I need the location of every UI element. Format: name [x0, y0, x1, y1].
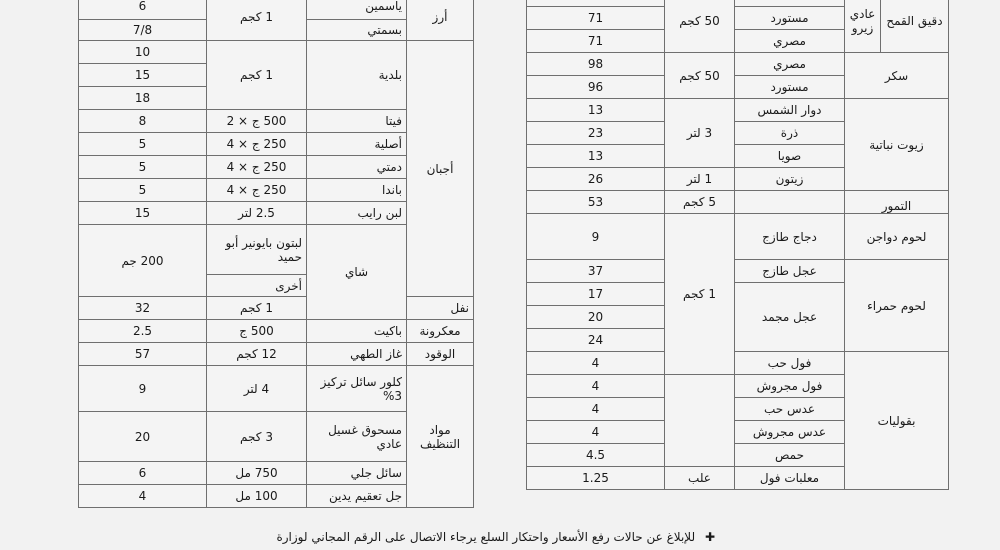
item-name: أخرى [207, 275, 307, 297]
item-name: مسحوق غسيل عادي [307, 412, 407, 462]
item-name: بسمتي [307, 20, 407, 41]
item-name: عجل طازج [735, 260, 845, 283]
category-cell: بقوليات [845, 352, 949, 490]
category-cell: دقيق القمح [881, 0, 949, 53]
unit-cell: 12 كجم [207, 343, 307, 366]
item-name [735, 191, 845, 214]
left-price-table [78, 0, 474, 508]
category-cell: الوقود [407, 343, 474, 366]
item-name: ياسمين [307, 0, 407, 20]
unit-cell: 3 لتر [665, 99, 735, 168]
category-cell: معكرونة [407, 320, 474, 343]
price-cell: 4 [527, 398, 665, 421]
item-name: سائل جلي [307, 462, 407, 485]
price-cell: 5 [79, 179, 207, 202]
unit-cell: 1 كجم [207, 297, 307, 320]
item-name: عدس حب [735, 398, 845, 421]
item-name: ذرة [735, 122, 845, 145]
price-cell: 20 [79, 412, 207, 462]
unit-cell [665, 375, 735, 467]
unit-cell: 5 كجم [665, 191, 735, 214]
unit-cell: 750 مل [207, 462, 307, 485]
price-cell: 4 [527, 375, 665, 398]
price-cell: 6 [79, 0, 207, 20]
item-name: غاز الطهي [307, 343, 407, 366]
item-name: معلبات فول [735, 467, 845, 490]
unit-cell: 50 كجم [665, 53, 735, 99]
price-cell: 32 [79, 297, 207, 320]
unit-cell: 250 ج × 4 [207, 179, 307, 202]
item-name: جل تعقيم يدين [307, 485, 407, 508]
unit-cell: 500 ج × 2 [207, 110, 307, 133]
unit-cell: 200 جم [79, 225, 207, 297]
category-cell: أجبان [407, 41, 474, 297]
item-name: حمص [735, 444, 845, 467]
unit-cell: 3 كجم [207, 412, 307, 462]
price-cell: 71 [527, 30, 665, 53]
item-name: فيتا [307, 110, 407, 133]
price-cell: 18 [79, 87, 207, 110]
price-cell: 6 [79, 462, 207, 485]
item-name: مصري [735, 53, 845, 76]
price-cell: 9 [527, 214, 665, 260]
price-cell: 4.5 [527, 444, 665, 467]
price-cell: 15 [79, 202, 207, 225]
unit-cell: 1 كجم [207, 0, 307, 41]
item-name: عجل مجمد [735, 283, 845, 352]
item-name: مستورد [735, 76, 845, 99]
price-cell: 20 [527, 306, 665, 329]
footer-note [276, 530, 715, 544]
price-cell: 13 [527, 99, 665, 122]
item-name: نفل [407, 297, 474, 320]
price-cell: 13 [527, 145, 665, 168]
price-cell: 53 [527, 191, 665, 214]
plus-bullet-icon: ✚ [704, 530, 715, 544]
price-cell: 4 [527, 352, 665, 375]
unit-cell: 1 كجم [207, 41, 307, 110]
item-name: مستورد [735, 7, 845, 30]
unit-cell: 250 ج × 4 [207, 156, 307, 179]
category-cell: التمور [845, 191, 949, 214]
unit-cell: 1 كجم [665, 214, 735, 375]
price-cell: 4 [79, 485, 207, 508]
item-name: عدس مجروش [735, 421, 845, 444]
subcategory-cell: عادي زيرو [845, 0, 881, 53]
unit-cell: 500 ج [207, 320, 307, 343]
price-cell: 2.5 [79, 320, 207, 343]
category-cell: لحوم دواجن [845, 214, 949, 260]
item-name: فول حب [735, 352, 845, 375]
item-name: لبن رايب [307, 202, 407, 225]
price-cell: 26 [527, 168, 665, 191]
price-cell: 8 [79, 110, 207, 133]
item-name: باكيت [307, 320, 407, 343]
price-cell: 57 [79, 343, 207, 366]
right-price-table [526, 0, 949, 490]
item-name: دجاج طازج [735, 214, 845, 260]
price-cell: 10 [79, 41, 207, 64]
item-name: فول مجروش [735, 375, 845, 398]
category-cell: سكر [845, 53, 949, 99]
item-name: مصري [735, 30, 845, 53]
unit-cell: 100 مل [207, 485, 307, 508]
category-cell: زيوت نباتية [845, 99, 949, 191]
price-cell: 23 [527, 122, 665, 145]
category-cell: مواد التنظيف [407, 366, 474, 508]
category-cell: شاي [307, 225, 407, 320]
unit-cell: 250 ج × 4 [207, 133, 307, 156]
unit-cell: 4 لتر [207, 366, 307, 412]
item-name: باندا [307, 179, 407, 202]
item-name: بلدية [307, 41, 407, 110]
footer-text: للإبلاغ عن حالات رفع الأسعار واحتكار السلع يرجاء الاتصال على الرقم المجاني لوزارة [276, 530, 696, 544]
unit-cell: علب [665, 467, 735, 490]
price-cell: 4 [527, 421, 665, 444]
item-name: زيتون [735, 168, 845, 191]
unit-cell: 50 كجم [665, 0, 735, 53]
item-name: صويا [735, 145, 845, 168]
price-cell: 1.25 [527, 467, 665, 490]
price-cell: 17 [527, 283, 665, 306]
item-name: أصلية [307, 133, 407, 156]
price-cell: 96 [527, 76, 665, 99]
price-cell: 7/8 [79, 20, 207, 41]
price-cell: 37 [527, 260, 665, 283]
price-cell: 9 [79, 366, 207, 412]
price-cell: 98 [527, 53, 665, 76]
category-cell: أرز [407, 0, 474, 41]
price-cell: 5 [79, 133, 207, 156]
unit-cell: 1 لتر [665, 168, 735, 191]
price-cell: 15 [79, 64, 207, 87]
unit-cell: 2.5 لتر [207, 202, 307, 225]
price-cell: 71 [527, 7, 665, 30]
item-name: دوار الشمس [735, 99, 845, 122]
item-name: لبتون بايونير أبو حميد [207, 225, 307, 275]
item-name: دمتي [307, 156, 407, 179]
category-cell: لحوم حمراء [845, 260, 949, 352]
price-cell: 24 [527, 329, 665, 352]
item-name: كلور سائل تركيز 3% [307, 366, 407, 412]
price-cell: 5 [79, 156, 207, 179]
